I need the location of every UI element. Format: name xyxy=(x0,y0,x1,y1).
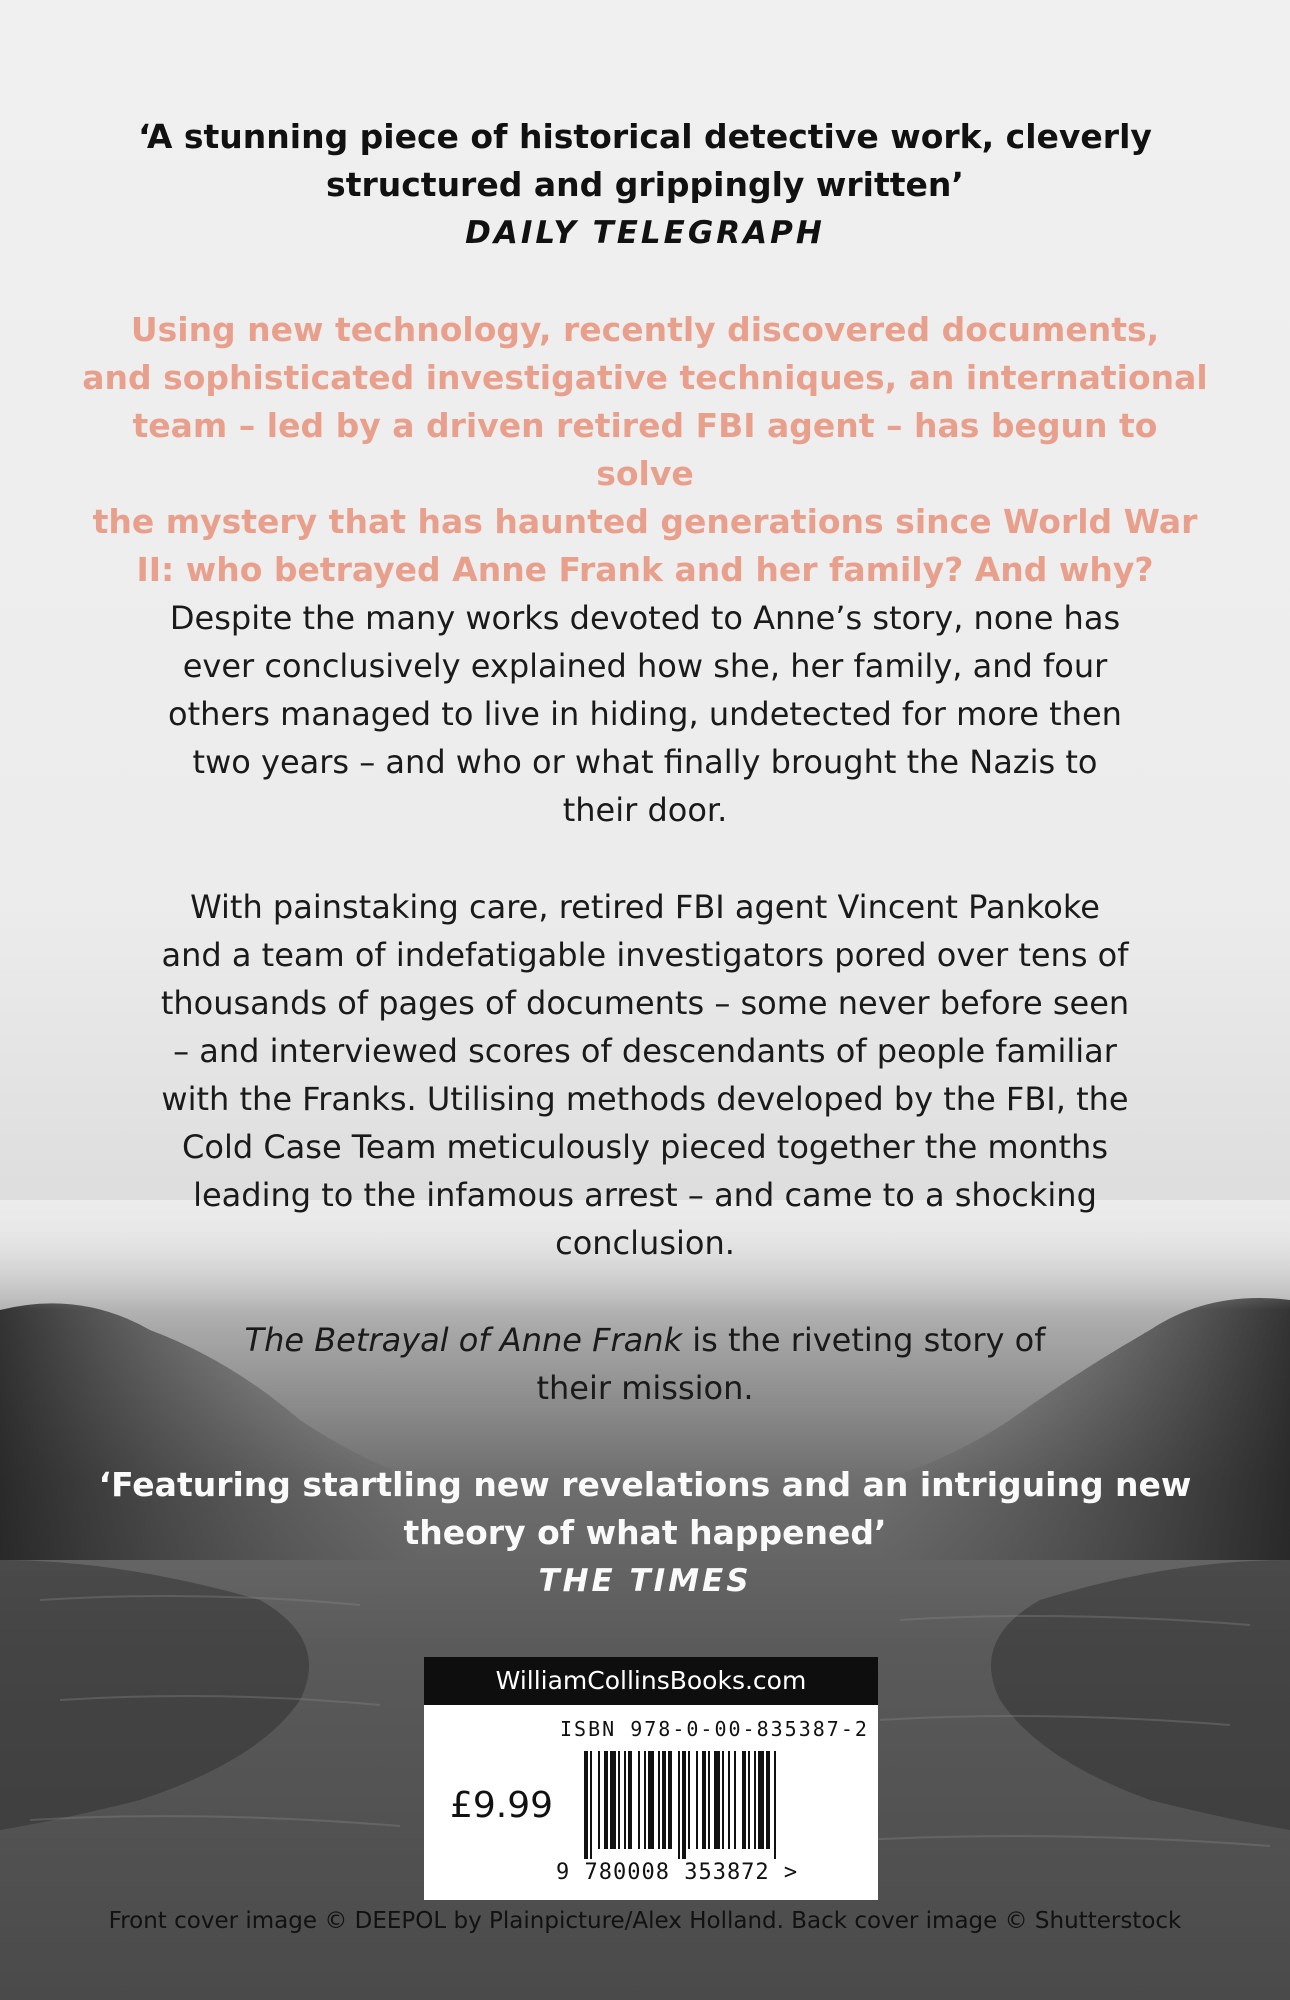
barcode-bar xyxy=(668,1751,672,1849)
book-title: The Betrayal of Anne Frank xyxy=(244,1321,683,1359)
barcode-bar xyxy=(584,1751,588,1859)
paragraph-line: Cold Case Team meticulously pieced together the months xyxy=(182,1128,1108,1166)
paragraph-line: two years – and who or what finally brought the Nazis to xyxy=(192,743,1098,781)
barcode-bar xyxy=(598,1751,600,1849)
isbn-number: ISBN 978-0-00-835387-2 xyxy=(560,1717,869,1741)
barcode-bar xyxy=(696,1751,698,1849)
paragraph-line: their mission. xyxy=(536,1369,754,1407)
barcode-bar xyxy=(658,1751,660,1849)
barcode-bar xyxy=(604,1751,608,1849)
barcode-bar xyxy=(638,1751,640,1849)
description-paragraph-1 xyxy=(80,594,1210,834)
barcode-bar xyxy=(742,1751,746,1849)
top-quote-line: ‘A stunning piece of historical detective work, cleverly xyxy=(138,117,1152,156)
barcode-icon xyxy=(584,1751,840,1859)
barcode-bar xyxy=(714,1751,720,1849)
barcode-bar xyxy=(590,1751,592,1859)
barcode-panel xyxy=(424,1657,878,1900)
price: £9.99 xyxy=(450,1785,554,1826)
barcode-bar xyxy=(734,1751,736,1849)
barcode-bar xyxy=(618,1751,620,1849)
barcode-bar xyxy=(722,1751,724,1849)
paragraph-line: their door. xyxy=(562,791,728,829)
publisher-website[interactable]: WilliamCollinsBooks.com xyxy=(424,1657,878,1705)
barcode-digits: 9 780008 353872 > xyxy=(556,1860,799,1885)
barcode-bar xyxy=(682,1751,686,1859)
description-paragraph-3 xyxy=(80,1316,1210,1412)
barcode-bar xyxy=(662,1751,666,1849)
bottom-quote xyxy=(80,1461,1210,1605)
barcode-bar xyxy=(628,1751,632,1849)
bottom-quote-line: ‘Featuring startling new revelations and an intriguing new xyxy=(98,1465,1192,1504)
barcode-bar xyxy=(624,1751,626,1849)
barcode-bar xyxy=(644,1751,646,1849)
barcode-bar xyxy=(766,1751,770,1849)
barcode-bar xyxy=(708,1751,710,1849)
intro-blurb xyxy=(80,306,1210,594)
paragraph-text: is the riveting story of xyxy=(682,1321,1046,1359)
intro-line: team – led by a driven retired FBI agent – has begun to solve xyxy=(132,406,1158,493)
top-quote-line: structured and grippingly written’ xyxy=(326,165,964,204)
paragraph-line xyxy=(80,1316,1210,1364)
paragraph-line: thousands of pages of documents – some never before seen xyxy=(160,984,1130,1022)
intro-line: the mystery that has haunted generations since World War xyxy=(92,502,1198,541)
barcode-bar xyxy=(688,1751,690,1849)
intro-line: and sophisticated investigative techniques, an international xyxy=(82,358,1208,397)
top-quote-source: DAILY TELEGRAPH xyxy=(465,215,825,251)
paragraph-line: with the Franks. Utilising methods developed by the FBI, the xyxy=(161,1080,1129,1118)
barcode-bar xyxy=(748,1751,750,1849)
paragraph-line: With painstaking care, retired FBI agent Vincent Pankoke xyxy=(190,888,1100,926)
barcode-bar xyxy=(754,1751,756,1849)
barcode-bar xyxy=(758,1751,764,1849)
image-credit: Front cover image © DEEPOL by Plainpicture/Alex Holland. Back cover image © Shutterstock xyxy=(108,1908,1182,1934)
bottom-quote-line: theory of what happened’ xyxy=(403,1513,887,1552)
barcode-bar xyxy=(728,1751,730,1849)
bottom-quote-source: THE TIMES xyxy=(538,1563,752,1599)
top-quote xyxy=(80,113,1210,257)
barcode-bar xyxy=(648,1751,654,1849)
description-paragraph-2 xyxy=(80,883,1210,1267)
paragraph-line: conclusion. xyxy=(555,1224,735,1262)
paragraph-line: – and interviewed scores of descendants of people familiar xyxy=(173,1032,1117,1070)
barcode-bar xyxy=(678,1751,680,1859)
paragraph-line: Despite the many works devoted to Anne’s story, none has xyxy=(169,599,1121,637)
barcode-bar xyxy=(702,1751,706,1849)
barcode-bar xyxy=(610,1751,616,1849)
paragraph-line: and a team of indefatigable investigators pored over tens of xyxy=(161,936,1129,974)
intro-line: II: who betrayed Anne Frank and her family? And why? xyxy=(136,550,1154,589)
paragraph-line: leading to the infamous arrest – and came to a shocking xyxy=(193,1176,1097,1214)
paragraph-line: others managed to live in hiding, undetected for more then xyxy=(168,695,1122,733)
paragraph-line: ever conclusively explained how she, her family, and four xyxy=(182,647,1108,685)
barcode-bar xyxy=(774,1751,776,1859)
intro-line: Using new technology, recently discovered documents, xyxy=(130,310,1160,349)
